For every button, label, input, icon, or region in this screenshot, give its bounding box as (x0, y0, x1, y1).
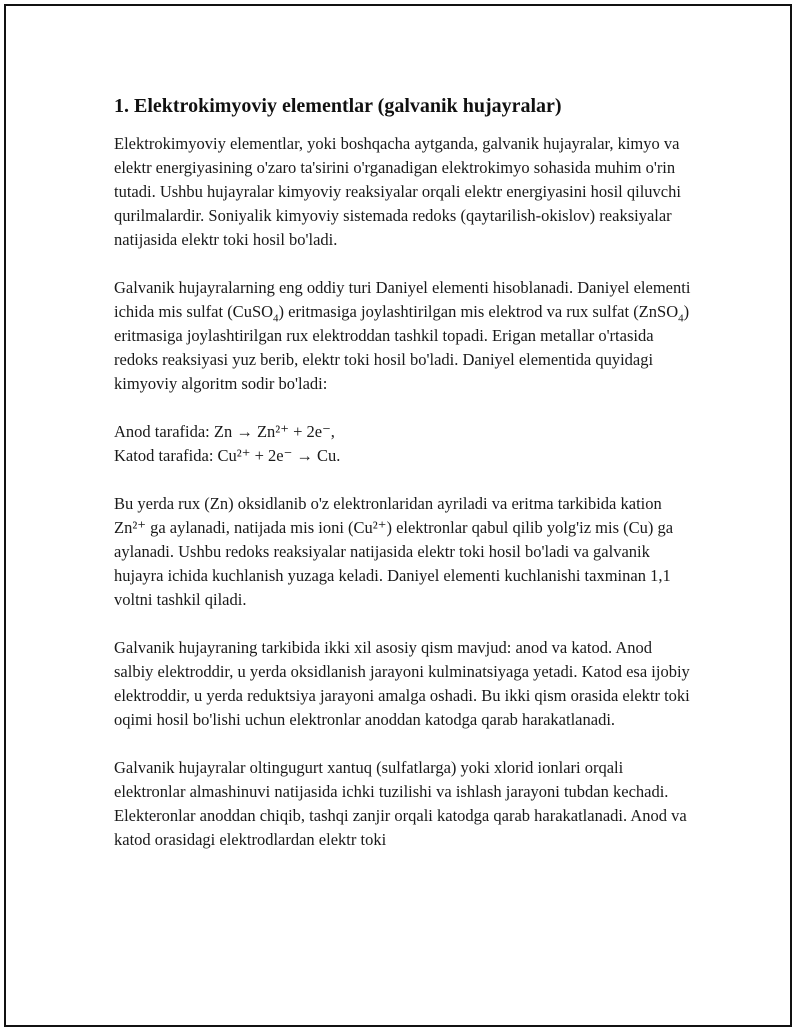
subscript-4: 4 (273, 312, 279, 325)
anode-reaction: Anod tarafida: Zn → Zn²⁺ + 2e⁻, (114, 422, 335, 441)
subscript-4: 4 (678, 312, 684, 325)
cathode-reaction: Katod tarafida: Cu²⁺ + 2e⁻ → Cu. (114, 446, 341, 465)
paragraph-daniell-cell (114, 276, 694, 396)
paragraph-anode-cathode: Galvanik hujayraning tarkibida ikki xil asosiy qism mavjud: anod va katod. Anod salbiy elektroddir, u yerda oksidlanish jarayoni kulminatsiyaga yetadi. Katod esa ijobiy elektroddir, u yerda reduktsiya jarayoni amalga oshadi. Bu ikki qism orasida elektr toki oqimi hosil bo'lishi uchun elektronlar anoddan katodga qarab harakatlanadi. (114, 638, 690, 729)
daniell-text-3: ) eritmasiga joylashtirilgan rux elektroddan tashkil topadi. Erigan metallar o'rtasida redoks reaksiyasi yuz berib, elektr toki hosil bo'ladi. Daniyel elementida quyidagi kimyoviy algoritm sodir bo'ladi: (114, 302, 690, 393)
paragraph-intro: Elektrokimyoviy elementlar, yoki boshqacha aytganda, galvanik hujayralar, kimyo va elektr energiyasining o'zaro ta'sirini o'rganadigan elektrokimyo sohasida muhim o'rin tutadi. Ushbu hujayralar kimyoviy reaksiyalar orqali elektr energiyasini hosil qiluvchi qurilmalardir. Soniyalik kimyoviy sistemada redoks (qaytarilish-okislov) reaksiyalar natijasida elektr toki hosil bo'ladi. (114, 134, 681, 249)
paragraph-explanation: Bu yerda rux (Zn) oksidlanib o'z elektronlaridan ayriladi va eritma tarkibida kation Zn²⁺ ga aylanadi, natijada mis ioni (Cu²⁺) elektronlar qabul qilib yolg'iz mis (Cu) ga aylanadi. Ushbu redoks reaksiyalar natijasida elektr toki hosil bo'ladi va galvanik hujayra ichida kuchlanish yuzaga keladi. Daniyel elementi kuchlanishi taxminan 1,1 voltni tashkil qiladi. (114, 494, 674, 609)
daniell-text-2: ) eritmasiga joylashtirilgan mis elektrod va rux sulfat (ZnSO (278, 302, 679, 321)
document-body (114, 94, 694, 876)
paragraph-ions: Galvanik hujayralar oltingugurt xantuq (sulfatlarga) yoki xlorid ionlari orqali elektronlar almashinuvi natijasida ichki tuzilishi va ishlash jarayoni tubdan kechadi. Elekteronlar anoddan chiqib, tashqi zanjir orqali katodga qarab harakatlanadi. Anod va katod orasidagi elektrodlardan elektr toki (114, 758, 687, 849)
section-heading: 1. Elektrokimyoviy elementlar (galvanik hujayralar) (114, 95, 562, 117)
reaction-equations (114, 420, 694, 468)
daniell-text-1: Galvanik hujayralarning eng oddiy turi Daniyel elementi hisoblanadi. Daniyel elementi ichida mis sulfat (CuSO (114, 278, 691, 321)
